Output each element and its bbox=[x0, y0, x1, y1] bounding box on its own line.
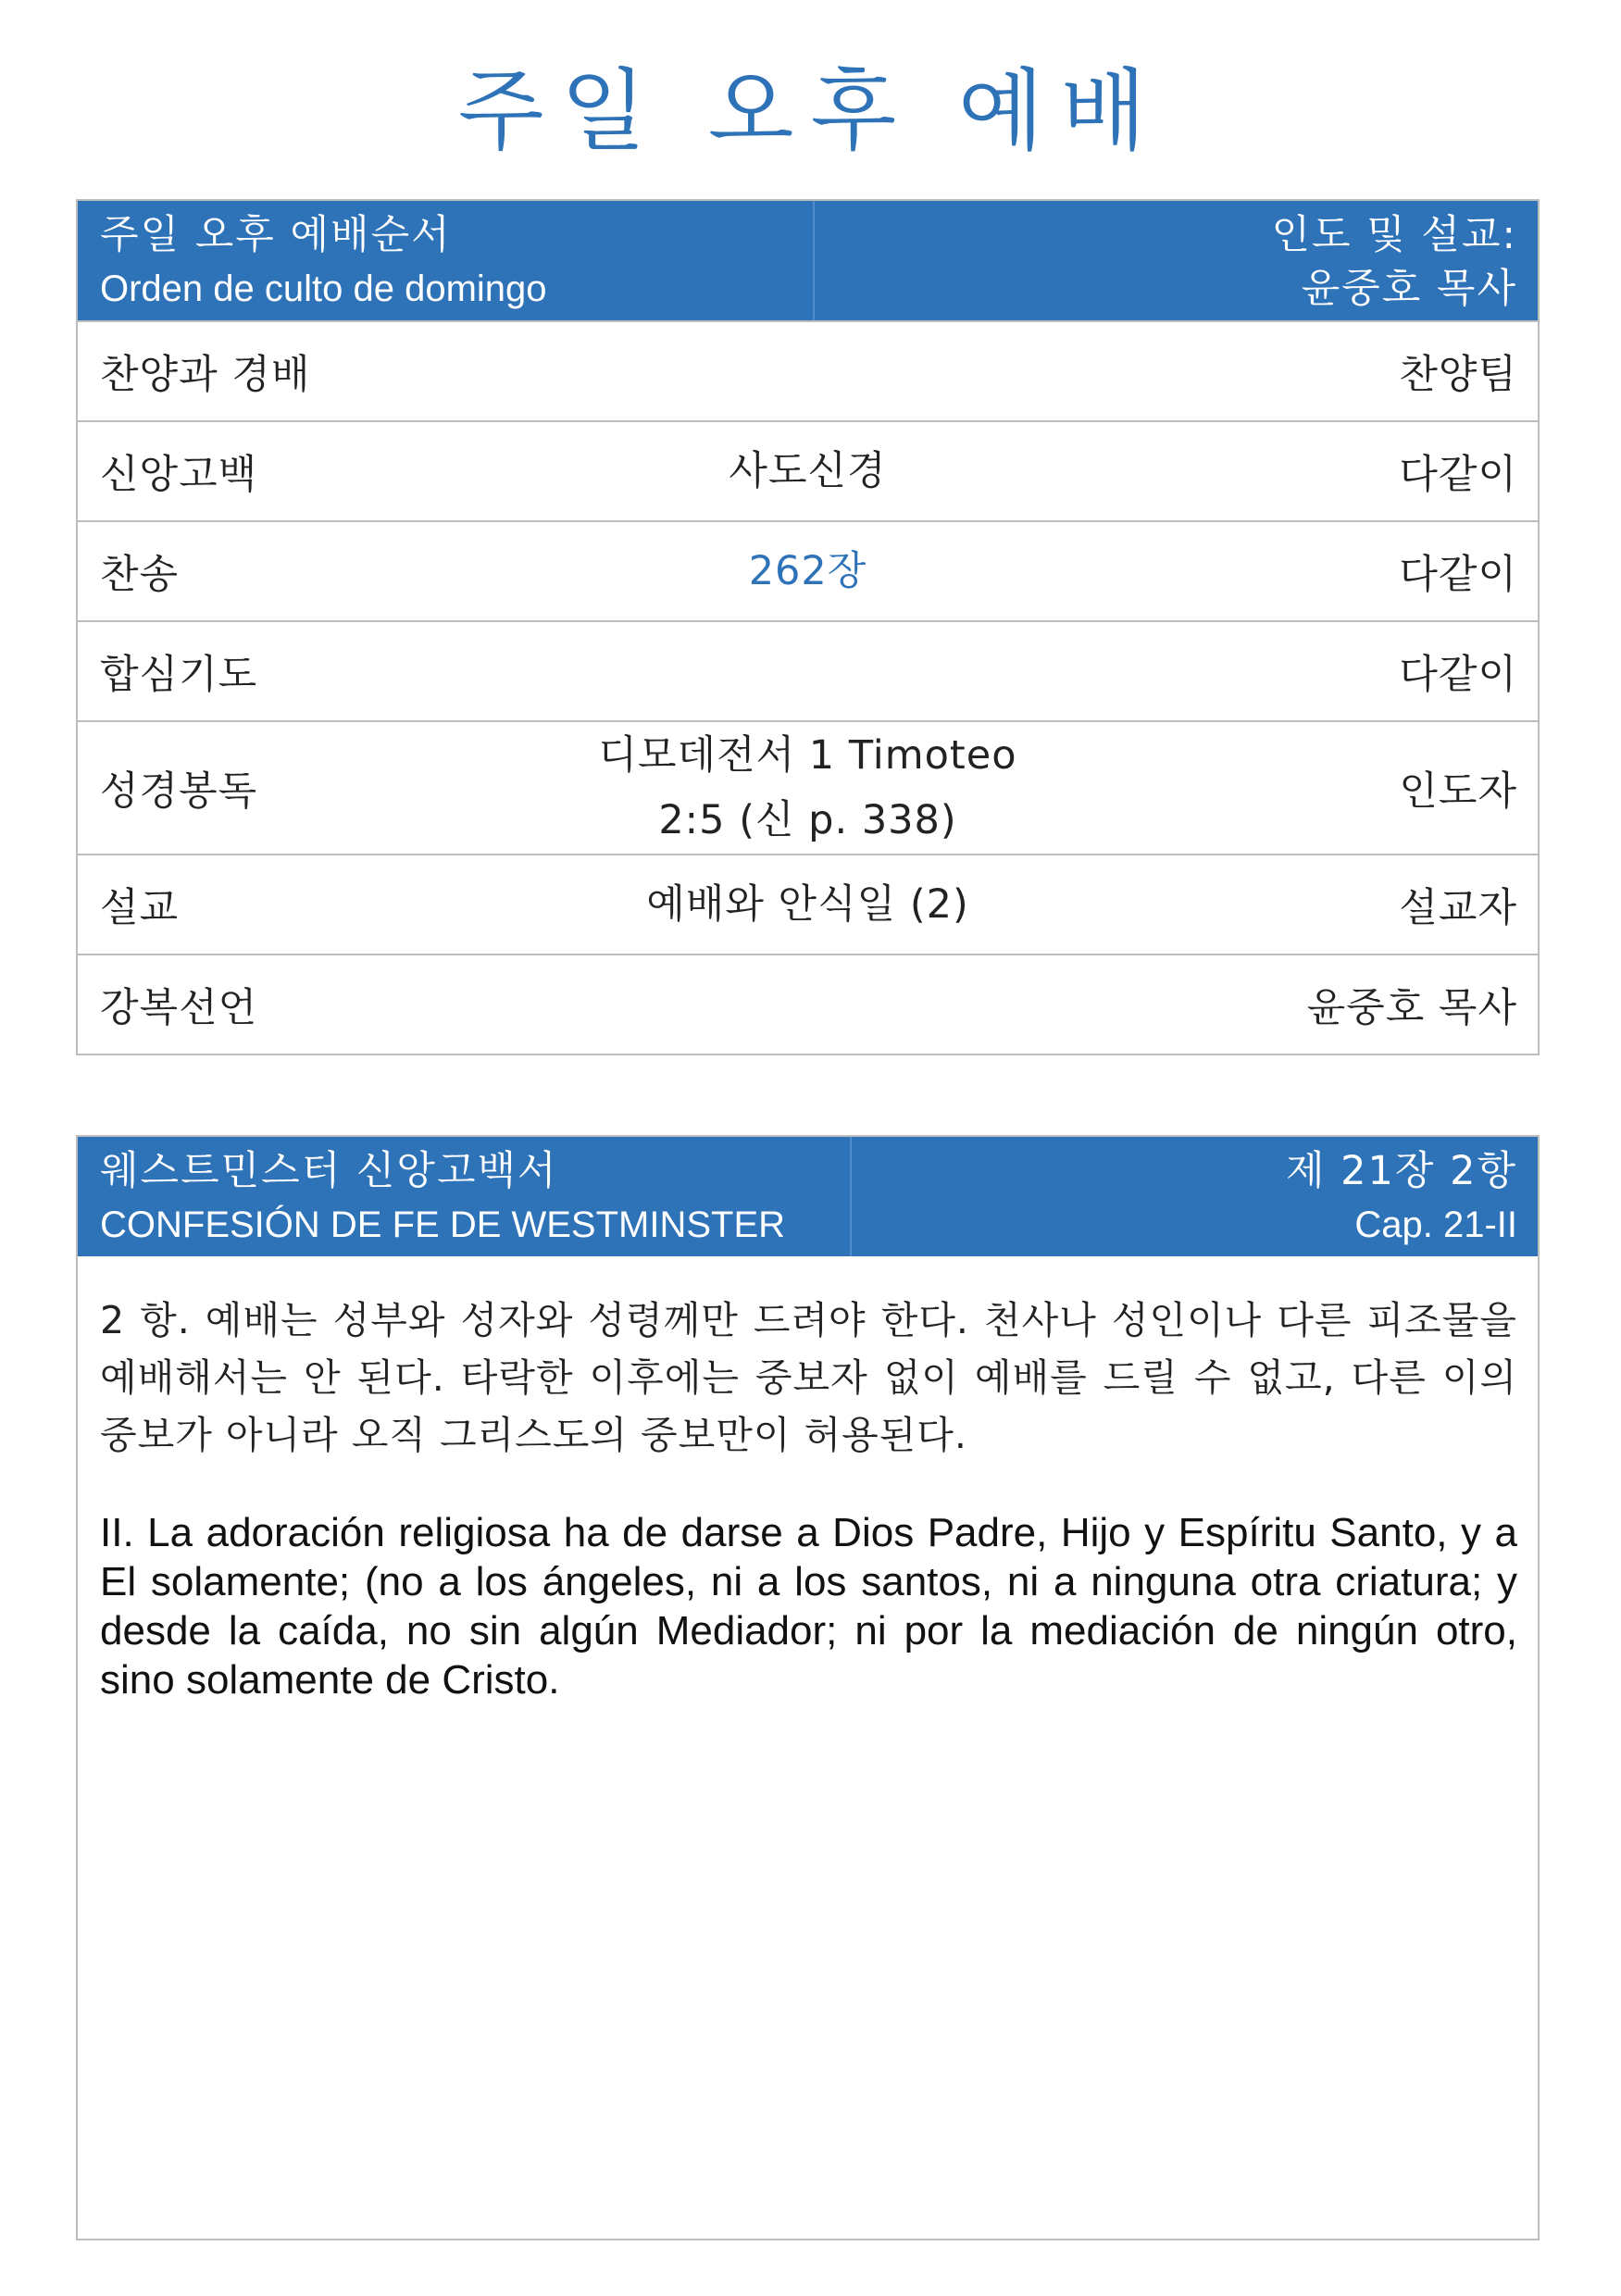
scripture-reference bbox=[559, 723, 1056, 853]
order-item: 성경봉독 bbox=[100, 767, 258, 815]
order-item: 신앙고백 bbox=[100, 451, 258, 498]
order-who: 윤중호 목사 bbox=[1306, 984, 1517, 1031]
sermon-title: 예배와 안식일 (2) bbox=[646, 881, 969, 928]
confession-text-korean: 2 항. 예배는 성부와 성자와 성령께만 드려야 한다. 천사나 성인이나 다른 피조물을 예배해서는 안 된다. 타락한 이후에는 중보자 없이 예배를 드릴 수 없고, 다른 이의 중보가 아니라 오직 그리스도의 중보만이 허용된다. bbox=[100, 1298, 1517, 1457]
chapter-korean: 제 21장 2항 bbox=[1285, 1148, 1517, 1194]
order-detail: 사도신경 bbox=[729, 448, 887, 494]
confession-header-right bbox=[852, 1137, 1538, 1256]
chapter-spanish: Cap. 21-II bbox=[1354, 1204, 1517, 1245]
order-header-right bbox=[815, 201, 1538, 320]
leader-label: 인도 및 설교: bbox=[1271, 212, 1517, 258]
order-row-prayer bbox=[78, 620, 1538, 720]
order-of-worship-table bbox=[76, 199, 1540, 1055]
order-who: 다같이 bbox=[1399, 551, 1517, 598]
confession-text-spanish: II. La adoración religiosa ha de darse a Dios Padre, Hijo y Espíritu Santo, y a El solamente; (no a los ángeles, ni a los santos, ni a ninguna otra criatura; y desde la caída, no sin algún Mediador; ni por la mediación de ningún otro, sino solamente de Cristo. bbox=[100, 1510, 1517, 1703]
confession-header bbox=[78, 1137, 1538, 1256]
order-row-scripture bbox=[78, 720, 1538, 854]
order-header bbox=[78, 201, 1538, 320]
order-who: 찬양팀 bbox=[1399, 351, 1517, 398]
scripture-line-2: 2:5 (신 p. 338) bbox=[658, 797, 957, 843]
order-row-hymn bbox=[78, 520, 1538, 620]
order-item: 찬양과 경배 bbox=[100, 351, 311, 398]
order-who: 다같이 bbox=[1399, 651, 1517, 698]
order-who: 다같이 bbox=[1399, 451, 1517, 498]
order-row-creed bbox=[78, 420, 1538, 520]
order-who: 설교자 bbox=[1399, 884, 1517, 931]
order-row-benediction bbox=[78, 954, 1538, 1054]
confession-title-korean: 웨스트민스터 신앙고백서 bbox=[100, 1148, 558, 1194]
order-header-spanish: Orden de culto de domingo bbox=[100, 268, 547, 309]
order-item: 합심기도 bbox=[100, 651, 258, 698]
order-item: 찬송 bbox=[100, 551, 180, 598]
order-item: 강복선언 bbox=[100, 984, 258, 1031]
order-row-praise bbox=[78, 320, 1538, 420]
confession-title-spanish: CONFESIÓN DE FE DE WESTMINSTER bbox=[100, 1204, 786, 1245]
order-row-sermon bbox=[78, 854, 1538, 954]
order-item: 설교 bbox=[100, 884, 180, 931]
scripture-line-1: 디모데전서 1 Timoteo bbox=[598, 732, 1017, 779]
order-who: 인도자 bbox=[1399, 767, 1517, 815]
hymn-number: 262장 bbox=[748, 548, 867, 594]
order-header-korean: 주일 오후 예배순서 bbox=[100, 212, 452, 258]
page-title: 주일 오후 예배 bbox=[457, 59, 1164, 163]
confession-header-left bbox=[78, 1137, 852, 1256]
confession-box bbox=[76, 1135, 1540, 2240]
leader-name: 윤중호 목사 bbox=[1301, 266, 1517, 312]
order-header-left bbox=[78, 201, 815, 320]
